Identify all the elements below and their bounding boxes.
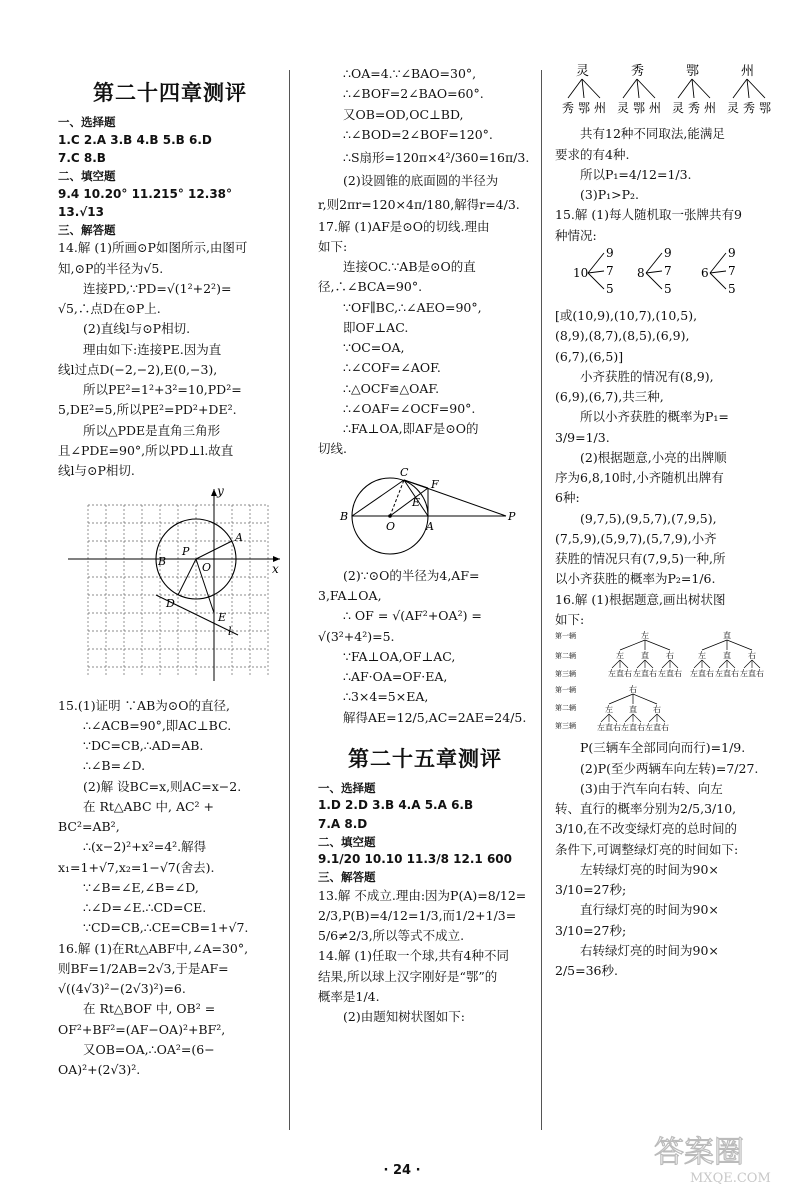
point-p-label: P [182,545,190,559]
card-branch [646,273,662,289]
line-l-label: l [228,625,232,639]
tree-root: 鄂 [686,64,700,79]
car-leaf: 直 [605,723,613,732]
car-root: 直 [723,631,731,640]
section-fill: 二、填空题 [58,168,116,183]
car-leaf: 左 [645,723,653,732]
car-branch [633,694,657,704]
row-label: 第二辆 [555,704,576,712]
watermark-text: 答案圈 [654,1135,744,1170]
car-branch [609,694,633,704]
car-branch [601,714,609,722]
q14-line: 线l与⊙P相切. [58,463,135,479]
q14b-line: 要求的有4种. [555,146,630,162]
q15-line: 15.解 (1)每人随机取一张牌共有9 [555,207,743,223]
q16b-line: 转、直行的概率分别为2/5,3/10, [555,801,737,816]
tree-branch [747,79,765,98]
q17-line: ∵OC=OA, [343,340,405,355]
q16b-line: (3)由于汽车向右转、向左 [580,780,723,796]
watermark-url: MXQE.COM [690,1171,771,1186]
car-leaf: 右 [661,723,669,732]
card-branch [710,253,726,273]
point-o-label: O [386,519,396,533]
tree-root: 灵 [576,64,590,79]
tree-branch [623,79,637,98]
section-choice: 一、选择题 [318,780,376,795]
car-leaf: 左 [740,669,748,678]
choice-answers-1: 1.D 2.D 3.B 4.A 5.A 6.B [318,798,474,813]
q15-line: [或(10,9),(10,7),(10,5), [555,308,698,323]
row-label: 第三辆 [555,722,576,730]
q17-line: 径,∴∠BCA=90°. [318,279,423,295]
car-branch [670,660,678,668]
car-leaf: 直 [666,669,674,678]
q15-line: (2)根据题意,小亮的出牌顺 [580,449,727,465]
q15-line: (6,9),(6,7),共三种, [555,389,664,404]
q14-line: 知,⊙P的半径为√5. [58,260,164,276]
car-mid: 右 [666,651,674,660]
point-e-label: E [412,495,421,509]
car-branch [727,660,735,668]
q15-line: 在 Rt△ABC 中, AC² + [83,798,214,814]
car-mid: 直 [723,651,731,660]
section-fill: 二、填空题 [318,834,376,849]
q16b-line: 2/5=36秒. [555,963,618,978]
car-branch [662,660,670,668]
row-label: 第二辆 [555,652,576,660]
row-label: 第一辆 [555,686,576,694]
tree-leaf: 灵 [672,101,685,115]
q16-block [555,590,777,631]
q16b-line: 右转绿灯亮的时间为90× [580,942,719,958]
q15-line: ∴∠B=∠D. [83,758,146,774]
q15-line: 3/9=1/3. [555,429,610,445]
card-leaf: 7 [664,263,672,278]
car-branch [612,660,620,668]
q14-line: 5,DE²=5,所以PE²=PD²+DE². [58,402,237,418]
q17b-line: ∴AF·OA=OF·EA, [343,669,448,684]
coordinate-circle-figure [58,485,282,685]
q14-line: 所以△PDE是直角三角形 [83,422,221,438]
section-solve: 三、解答题 [318,869,376,884]
car-branch [620,660,628,668]
card-leaf: 5 [728,281,736,296]
row-label: 第一辆 [555,632,576,640]
point-a-label: A [426,519,434,533]
car-branch [702,660,710,668]
car-leaf: 右 [731,669,739,678]
card-root: 10 [573,265,589,280]
q17b-line: ∵FA⊥OA,OF⊥AC, [343,648,456,664]
car-leaf: 左 [621,723,629,732]
tree-leaf: 秀 [562,101,575,115]
q15-cont [555,306,777,590]
q14-line: 14.解 (1)任取一个球,共有4种不同 [318,948,509,964]
car-direction-tree [555,630,777,732]
q16b-line: ∴S扇形=120π×4²/360=16π/3. [343,150,530,165]
car-leaf: 直 [748,669,756,678]
car-mid: 左 [605,705,613,714]
q15-line: 所以小齐获胜的概率为P₁= [580,409,729,425]
card-leaf: 9 [664,245,672,260]
q17b-line: 解得AE=12/5,AC=2AE=24/5. [343,709,527,725]
car-leaf: 右 [624,669,632,678]
car-leaf: 右 [674,669,682,678]
q16-block [58,939,282,1081]
q17-block [318,217,532,460]
q17-line: 连接OC.∵AB是⊙O的直 [343,259,476,274]
q15-line: (2)解 设BC=x,则AC=x−2. [83,778,242,794]
tangent-circle-figure [318,464,532,556]
q16b-line: 3/10=27秒; [555,882,627,897]
q15-line: (8,9),(8,7),(8,5),(6,9), [555,328,690,344]
q15-line: 序为6,8,10时,小齐随机出牌有 [555,470,724,485]
car-mid: 直 [629,705,637,714]
car-branch [657,714,665,722]
q14-line: (2)由题知树状图如下: [343,1009,465,1025]
q14-line: √5,∴点D在⊙P上. [58,301,161,317]
q14b-block [555,124,777,205]
car-branch [702,640,727,650]
q15-line: 获胜的情况只有(7,9,5)一种,所 [555,551,726,566]
car-branch [744,660,752,668]
tree-leaf: 鄂 [578,101,591,115]
tree-branch [692,79,694,98]
car-branch [637,660,645,668]
card-root: 6 [701,265,709,280]
q15-line: ∴∠ACB=90°,即AC⊥BC. [83,717,232,733]
tree-branch [637,79,639,98]
point-a-label: A [235,531,243,545]
tree-leaf: 秀 [743,101,756,115]
q16-line: 16.解 (1)根据题意,画出树状图 [555,591,726,607]
column-3 [555,62,777,981]
q14-line: (2)直线l与⊙P相切. [83,321,191,337]
tree-branch [568,79,582,98]
fill-answers: 9.4 10.20° 11.215° 12.38° 13.√13 [58,186,233,220]
q14b-line: (3)P₁>P₂. [580,187,639,202]
q17b-line: ∴3×4=5×EA, [343,689,429,705]
q15-line: x₁=1+√7,x₂=1−√7(舍去). [58,859,215,875]
q15-line: ∴∠D=∠E.∴CD=CE. [83,900,207,916]
q14b-line: 共有12种不同取法,能满足 [580,126,725,142]
q15-line: ∵∠B=∠E,∠B=∠D, [83,879,199,895]
q15-line: BC²=AB², [58,819,120,835]
car-mid: 直 [641,651,649,660]
q16-line: 如下: [555,611,585,627]
car-leaf: 直 [616,669,624,678]
q17b-line: 3,FA⊥OA, [318,588,382,603]
q14-block [318,946,532,1027]
watermark-logo [650,1126,790,1188]
q16-line: 16.解 (1)在Rt△ABF中,∠A=30°, [58,940,249,956]
q16b-line: (2)P(至少两辆车向左转)=7/27. [580,760,759,776]
car-root: 右 [629,685,637,694]
point-p-label: P [508,509,516,523]
origin-label: O [202,561,212,575]
q14b-line: 所以P₁=4/12=1/3. [580,166,692,182]
q13-line: 2/3,P(B)=4/12=1/3,而1/2+1/3= [318,907,517,923]
q16b-line: 左转绿灯亮的时间为90× [580,861,719,877]
car-leaf: 右 [613,723,621,732]
column-divider [541,70,542,1130]
q14-line: 理由如下:连接PE.因为直 [83,341,222,357]
q16b-line: ∴∠BOF=2∠BAO=60°. [343,86,484,102]
q15-line: 小齐获胜的情况有(8,9), [580,368,714,384]
q13-block [318,886,532,947]
q15-line: ∴(x−2)²+x²=4².解得 [83,839,207,855]
q16b-line: ∴∠BOD=2∠BOF=120°. [343,126,493,142]
q14-line: 14.解 (1)所画⊙P如图所示,由图可 [58,240,248,256]
q17b-line: √(3²+4²)=5. [318,628,395,644]
card-leaf: 7 [606,263,614,278]
q15-line: 种情况: [555,227,597,243]
tree-branch [678,79,692,98]
card-leaf: 9 [728,245,736,260]
q15-line: ∵DC=CB,∴AD=AB. [83,738,204,754]
car-leaf: 直 [723,669,731,678]
car-branch [719,660,727,668]
q16-line: 又OB=OA,∴OA²=(6− [83,1041,215,1057]
section-solve: 三、解答题 [58,222,116,237]
tree-leaf: 灵 [617,101,630,115]
car-leaf: 左 [633,669,641,678]
car-branch [649,714,657,722]
point-b-label: B [158,555,167,569]
q14-line: 连接PD,∵PD=√(1²+2²)= [83,280,232,296]
point-d-label: D [166,597,175,611]
point-c-label: C [400,465,409,479]
tree-leaf: 灵 [727,101,740,115]
q16b-line: r,则2πr=120×4π/180,解得r=4/3. [318,196,520,212]
q16b-block [555,738,777,981]
tree-leaf: 州 [704,101,717,115]
tree-branch [582,79,584,98]
q14-line: 概率是1/4. [318,988,380,1004]
car-mid: 右 [748,651,756,660]
tree-leaf: 州 [594,101,607,115]
card-branch [588,273,604,289]
q16-line: 在 Rt△BOF 中, OB² = [83,1001,216,1017]
tree-leaf: 鄂 [759,101,772,115]
card-leaf: 5 [664,281,672,296]
car-leaf: 右 [706,669,714,678]
car-mid: 右 [653,705,661,714]
q16b-line: ∴OA=4.∵∠BAO=30°, [343,66,477,81]
q16b-line: 直行绿灯亮的时间为90× [580,902,719,918]
car-leaf: 左 [597,723,605,732]
q17b-line: ∴ OF = √(AF²+OA²) = [343,608,482,624]
tree-branch [747,79,749,98]
q14-line: 线l过点D(−2,−2),E(0,−3), [58,361,218,377]
q17b-block [318,566,532,728]
tree-leaf: 鄂 [633,101,646,115]
q17-line: 17.解 (1)AF是⊙O的切线.理由 [318,218,490,234]
card-branch [646,253,662,273]
q17-line: 切线. [318,441,347,457]
q16b-line: 3/10,在不改变绿灯亮的总时间的 [555,821,738,837]
q16-line: √((4√3)²−(2√3)²)=6. [58,981,186,997]
fill-answers: 9.1/20 10.10 11.3/8 12.1 600 [318,852,513,867]
q16b-line: 又OB=OD,OC⊥BD, [343,106,464,122]
q17-line: 如下: [318,238,348,254]
car-mid: 左 [698,651,706,660]
chapter-25-title: 第二十五章测评 [348,746,502,771]
car-leaf: 左 [608,669,616,678]
q17-line: 即OF⊥AC. [343,319,409,335]
column-2 [318,62,532,1027]
tree-branch [637,79,655,98]
car-leaf: 直 [698,669,706,678]
q16-line: OF²+BF²=(AF−OA)²+BF², [58,1021,226,1037]
q16b-line: P(三辆车全部同向而行)=1/9. [580,740,746,756]
q13-line: 13.解 不成立.理由:因为P(A)=8/12= [318,887,527,903]
tree-branch [733,79,747,98]
point-b-label: B [340,509,349,523]
column-1 [58,62,282,1080]
q14-line: 结果,所以球上汉字刚好是“鄂”的 [318,968,498,984]
q14-block [58,238,282,481]
card-leaf: 5 [606,281,614,296]
q15-line: (6,7),(6,5)] [555,348,624,364]
q17-line: ∵OF∥BC,∴∠AEO=90°, [343,299,482,315]
q14-line: 且∠PDE=90°,所以PD⊥l.故直 [58,442,234,458]
tree-leaf: 秀 [688,101,701,115]
point-e-label: E [218,611,227,625]
chapter-24-title: 第二十四章测评 [93,81,247,105]
card-tree-diagram [555,246,777,300]
q16b-line: 3/10=27秒; [555,922,627,938]
car-branch [609,714,617,722]
car-branch [727,640,752,650]
x-label: x [272,562,279,577]
q17b-line: (2)∵⊙O的半径为4,AF= [343,567,480,583]
q17-line: ∴△OCF≌△OAF. [343,380,440,396]
q16-line: OA)²+(2√3)². [58,1062,141,1078]
car-leaf: 左 [715,669,723,678]
tree-root: 州 [741,64,755,79]
q16-continued [318,64,532,217]
q15-line: ∵CD=CB,∴CE=CB=1+√7. [83,920,249,936]
q17-line: ∴∠OAF=∠OCF=90°. [343,400,476,416]
tree-branch [692,79,710,98]
char-tree-diagram [555,62,777,118]
car-mid: 左 [616,651,624,660]
car-leaf: 直 [629,723,637,732]
point-f-label: F [431,477,439,491]
q14-line: 所以PE²=1²+3²=10,PD²= [83,382,242,398]
car-branch [645,660,653,668]
card-branch [588,253,604,273]
tree-root: 秀 [631,64,645,79]
card-root: 8 [637,265,645,280]
car-leaf: 左 [658,669,666,678]
q15-line: 15.(1)证明 ∵AB为⊙O的直径, [58,697,230,713]
q15-block [58,696,282,939]
card-leaf: 7 [728,263,736,278]
card-leaf: 9 [606,245,614,260]
q16b-line: (2)设圆锥的底面圆的半径为 [343,173,499,189]
card-branch [588,271,604,273]
q15-line: 以小齐获胜的概率为P₂=1/6. [555,571,716,587]
car-leaf: 右 [756,669,764,678]
car-branch [752,660,760,668]
q16-line: 则BF=1/2AB=2√3,于是AF= [58,960,229,976]
car-branch [625,714,633,722]
choice-answers-1: 1.C 2.A 3.B 4.B 5.B 6.D [58,132,212,147]
car-leaf: 右 [637,723,645,732]
choice-answers-2: 7.A 8.D [318,817,368,832]
choice-answers-2: 7.C 8.B [58,151,106,166]
page-number: · 24 · [383,1163,421,1178]
car-leaf: 右 [649,669,657,678]
row-label: 第三辆 [555,670,576,678]
car-root: 左 [641,631,649,640]
y-label: y [217,485,224,499]
q15-line: (9,7,5),(9,5,7),(7,9,5), [580,510,717,526]
car-branch [694,660,702,668]
section-choice: 一、选择题 [58,115,116,130]
q15-block [555,205,777,246]
car-branch [645,640,670,650]
car-leaf: 直 [653,723,661,732]
car-branch [620,640,645,650]
card-branch [710,271,726,273]
tree-branch [582,79,600,98]
car-leaf: 直 [641,669,649,678]
card-branch [646,271,662,273]
card-branch [710,273,726,289]
q17-line: ∴FA⊥OA,即AF是⊙O的 [343,421,479,436]
column-divider [289,70,290,1130]
car-leaf: 左 [690,669,698,678]
q17-line: ∴∠COF=∠AOF. [343,360,441,376]
q13-line: 5/6≠2/3,所以等式不成立. [318,928,465,944]
q15-line: 6种: [555,490,580,506]
car-branch [633,714,641,722]
q15-line: (7,5,9),(5,9,7),(5,7,9),小齐 [555,530,717,546]
q16b-line: 条件下,可调整绿灯亮的时间如下: [555,841,739,857]
tree-leaf: 州 [649,101,662,115]
